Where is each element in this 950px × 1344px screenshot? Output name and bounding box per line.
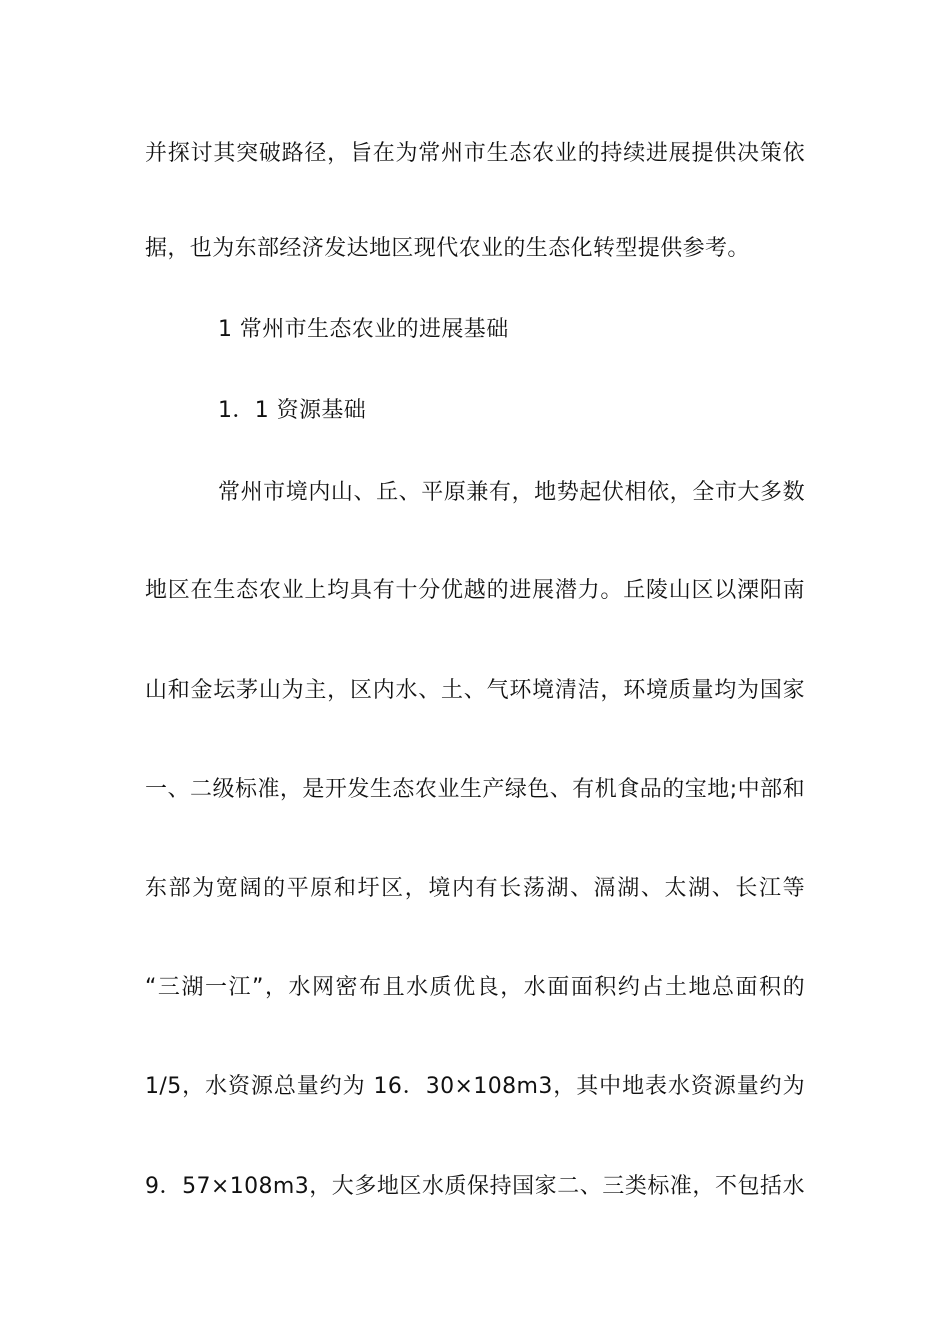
section-heading: 1 常州市生态农业的进展基础 — [218, 317, 509, 342]
paragraph-line: 常州市境内山、丘、平原兼有，地势起伏相依，全市大多数 — [218, 480, 805, 505]
subsection-heading: 1．1 资源基础 — [218, 398, 367, 423]
paragraph-line: 东部为宽阔的平原和圩区，境内有长荡湖、滆湖、太湖、长江等 — [145, 876, 805, 901]
paragraph-line: 并探讨其突破路径，旨在为常州市生态农业的持续进展提供决策依 — [145, 141, 805, 166]
paragraph-line: “三湖一江”，水网密布且水质优良，水面面积约占土地总面积的 — [145, 975, 805, 1000]
paragraph-line: 据，也为东部经济发达地区现代农业的生态化转型提供参考。 — [145, 236, 750, 261]
paragraph-line: 9．57×108m3，大多地区水质保持国家二、三类标准，不包括水 — [145, 1174, 805, 1199]
paragraph-line: 一、二级标准，是开发生态农业生产绿色、有机食品的宝地;中部和 — [145, 777, 805, 802]
paragraph-line: 地区在生态农业上均具有十分优越的进展潜力。丘陵山区以溧阳南 — [145, 578, 805, 603]
paragraph-line: 1/5，水资源总量约为 16．30×108m3，其中地表水资源量约为 — [145, 1074, 805, 1099]
paragraph-line: 山和金坛茅山为主，区内水、土、气环境清洁，环境质量均为国家 — [145, 678, 805, 703]
